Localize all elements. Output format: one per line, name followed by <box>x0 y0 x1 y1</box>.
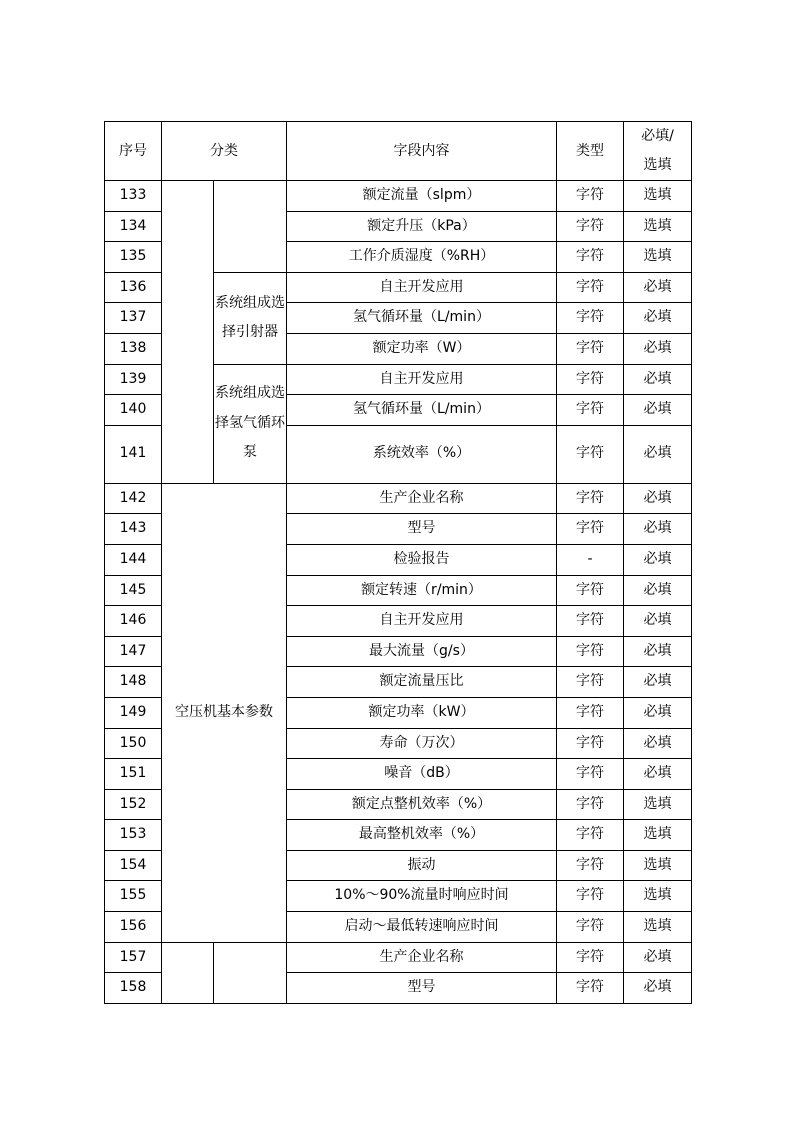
row-type: 字符 <box>557 181 624 212</box>
row-index: 144 <box>105 544 162 575</box>
row-required: 必填 <box>624 942 692 973</box>
row-type: 字符 <box>557 728 624 759</box>
row-required: 选填 <box>624 789 692 820</box>
row-field: 型号 <box>287 973 557 1004</box>
row-required: 必填 <box>624 364 692 395</box>
row-required: 必填 <box>624 667 692 698</box>
row-required: 必填 <box>624 333 692 364</box>
row-field: 噪音（dB） <box>287 759 557 790</box>
header-category: 分类 <box>162 122 287 181</box>
row-index: 137 <box>105 303 162 334</box>
row-index: 146 <box>105 606 162 637</box>
row-index: 156 <box>105 912 162 943</box>
row-required: 必填 <box>624 272 692 303</box>
row-type: 字符 <box>557 425 624 483</box>
row-required: 必填 <box>624 697 692 728</box>
header-type: 类型 <box>557 122 624 181</box>
row-field: 额定功率（kW） <box>287 697 557 728</box>
row-required: 必填 <box>624 303 692 334</box>
row-required: 必填 <box>624 514 692 545</box>
row-index: 158 <box>105 973 162 1004</box>
row-field: 额定升压（kPa） <box>287 211 557 242</box>
row-required: 选填 <box>624 242 692 273</box>
row-index: 133 <box>105 181 162 212</box>
row-type: - <box>557 544 624 575</box>
row-field: 10%～90%流量时响应时间 <box>287 881 557 912</box>
row-index: 145 <box>105 575 162 606</box>
row-index: 142 <box>105 483 162 514</box>
row-index: 153 <box>105 820 162 851</box>
row-type: 字符 <box>557 303 624 334</box>
row-type: 字符 <box>557 942 624 973</box>
row-type: 字符 <box>557 364 624 395</box>
header-row <box>105 122 692 181</box>
row-type: 字符 <box>557 395 624 426</box>
row-required: 必填 <box>624 483 692 514</box>
table-row <box>105 942 692 973</box>
row-field: 生产企业名称 <box>287 942 557 973</box>
header-required <box>624 122 692 181</box>
row-index: 139 <box>105 364 162 395</box>
row-field: 振动 <box>287 850 557 881</box>
row-field: 自主开发应用 <box>287 364 557 395</box>
row-type: 字符 <box>557 759 624 790</box>
row-index: 155 <box>105 881 162 912</box>
row-field: 检验报告 <box>287 544 557 575</box>
row-index: 150 <box>105 728 162 759</box>
row-required: 必填 <box>624 425 692 483</box>
row-type: 字符 <box>557 242 624 273</box>
row-index: 148 <box>105 667 162 698</box>
row-index: 143 <box>105 514 162 545</box>
row-field: 自主开发应用 <box>287 272 557 303</box>
row-required: 必填 <box>624 606 692 637</box>
row-field: 型号 <box>287 514 557 545</box>
row-index: 138 <box>105 333 162 364</box>
row-field: 启动～最低转速响应时间 <box>287 912 557 943</box>
row-required: 选填 <box>624 820 692 851</box>
field-spec-table <box>104 121 692 1004</box>
row-field: 系统效率（%） <box>287 425 557 483</box>
row-type: 字符 <box>557 667 624 698</box>
row-field: 额定点整机效率（%） <box>287 789 557 820</box>
row-index: 147 <box>105 636 162 667</box>
row-required: 选填 <box>624 181 692 212</box>
row-field: 额定转速（r/min） <box>287 575 557 606</box>
category-ejector: 系统组成选择引射器 <box>214 272 287 364</box>
row-field: 自主开发应用 <box>287 606 557 637</box>
row-index: 154 <box>105 850 162 881</box>
row-type: 字符 <box>557 575 624 606</box>
row-field: 氢气循环量（L/min） <box>287 395 557 426</box>
row-type: 字符 <box>557 850 624 881</box>
row-required: 必填 <box>624 544 692 575</box>
row-required: 选填 <box>624 211 692 242</box>
header-field: 字段内容 <box>287 122 557 181</box>
row-type: 字符 <box>557 211 624 242</box>
header-required-label: 必填/选填 <box>641 128 674 173</box>
row-type: 字符 <box>557 514 624 545</box>
row-index: 149 <box>105 697 162 728</box>
row-type: 字符 <box>557 483 624 514</box>
row-index: 136 <box>105 272 162 303</box>
row-required: 必填 <box>624 728 692 759</box>
row-type: 字符 <box>557 333 624 364</box>
row-type: 字符 <box>557 606 624 637</box>
row-required: 必填 <box>624 575 692 606</box>
row-required: 选填 <box>624 912 692 943</box>
row-field: 最高整机效率（%） <box>287 820 557 851</box>
row-index: 157 <box>105 942 162 973</box>
row-field: 最大流量（g/s） <box>287 636 557 667</box>
row-required: 选填 <box>624 881 692 912</box>
row-index: 151 <box>105 759 162 790</box>
row-index: 134 <box>105 211 162 242</box>
row-field: 生产企业名称 <box>287 483 557 514</box>
row-type: 字符 <box>557 789 624 820</box>
row-required: 必填 <box>624 759 692 790</box>
row-type: 字符 <box>557 912 624 943</box>
row-field: 额定功率（W） <box>287 333 557 364</box>
row-index: 141 <box>105 425 162 483</box>
row-type: 字符 <box>557 881 624 912</box>
table-row <box>105 181 692 212</box>
row-required: 选填 <box>624 850 692 881</box>
category-inner-blank <box>214 942 287 1003</box>
header-index: 序号 <box>105 122 162 181</box>
row-field: 额定流量压比 <box>287 667 557 698</box>
row-required: 必填 <box>624 973 692 1004</box>
row-index: 135 <box>105 242 162 273</box>
row-field: 工作介质湿度（%RH） <box>287 242 557 273</box>
row-type: 字符 <box>557 272 624 303</box>
row-index: 152 <box>105 789 162 820</box>
row-required: 必填 <box>624 636 692 667</box>
row-field: 寿命（万次） <box>287 728 557 759</box>
category-compressor: 空压机基本参数 <box>162 483 287 942</box>
row-type: 字符 <box>557 697 624 728</box>
row-index: 140 <box>105 395 162 426</box>
row-required: 必填 <box>624 395 692 426</box>
row-field: 额定流量（slpm） <box>287 181 557 212</box>
table-row <box>105 483 692 514</box>
category-outer-blank <box>162 181 214 484</box>
row-type: 字符 <box>557 636 624 667</box>
category-inner-blank <box>214 181 287 273</box>
row-type: 字符 <box>557 820 624 851</box>
row-field: 氢气循环量（L/min） <box>287 303 557 334</box>
category-pump: 系统组成选择氢气循环泵 <box>214 364 287 483</box>
row-type: 字符 <box>557 973 624 1004</box>
category-outer-blank <box>162 942 214 1003</box>
